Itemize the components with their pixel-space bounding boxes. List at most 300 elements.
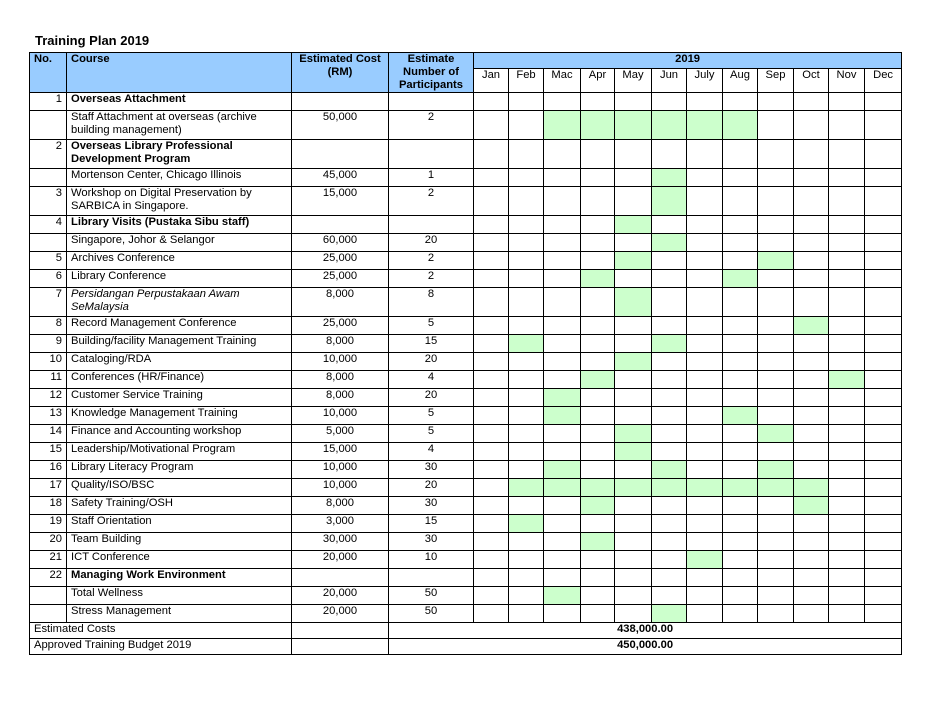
month-cell-jan — [474, 587, 509, 605]
month-cell-jun — [652, 317, 687, 335]
month-header-sep: Sep — [758, 69, 794, 93]
row-number: 16 — [30, 461, 67, 479]
course-name: Library Conference — [67, 270, 292, 288]
month-cell-july — [687, 216, 723, 234]
month-cell-mac — [544, 111, 581, 140]
month-cell-jun — [652, 111, 687, 140]
month-cell-apr — [581, 317, 615, 335]
month-cell-oct — [794, 216, 829, 234]
month-cell-dec — [865, 252, 902, 270]
estimated-cost: 8,000 — [292, 497, 389, 515]
participants-count: 4 — [389, 443, 474, 461]
month-cell-nov — [829, 216, 865, 234]
month-cell-jan — [474, 270, 509, 288]
month-cell-jun — [652, 569, 687, 587]
month-cell-sep — [758, 216, 794, 234]
month-cell-july — [687, 551, 723, 569]
month-cell-sep — [758, 335, 794, 353]
participants-count — [389, 569, 474, 587]
month-cell-jun — [652, 461, 687, 479]
month-cell-july — [687, 587, 723, 605]
month-cell-feb — [509, 371, 544, 389]
month-cell-july — [687, 515, 723, 533]
table-row — [30, 234, 902, 252]
participants-count: 50 — [389, 587, 474, 605]
month-cell-nov — [829, 569, 865, 587]
month-cell-aug — [723, 252, 758, 270]
month-cell-nov — [829, 605, 865, 623]
month-cell-oct — [794, 497, 829, 515]
month-cell-july — [687, 425, 723, 443]
estimated-cost: 8,000 — [292, 371, 389, 389]
month-cell-july — [687, 605, 723, 623]
participants-count: 5 — [389, 317, 474, 335]
month-cell-nov — [829, 288, 865, 317]
month-cell-oct — [794, 335, 829, 353]
month-cell-jan — [474, 252, 509, 270]
table-header — [30, 53, 902, 93]
month-cell-jan — [474, 187, 509, 216]
header-course: Course — [67, 53, 292, 93]
month-cell-jun — [652, 425, 687, 443]
table-row — [30, 497, 902, 515]
month-cell-aug — [723, 288, 758, 317]
table-body — [30, 93, 902, 623]
estimated-cost: 45,000 — [292, 169, 389, 187]
row-number — [30, 111, 67, 140]
row-number — [30, 587, 67, 605]
month-cell-july — [687, 288, 723, 317]
month-cell-nov — [829, 443, 865, 461]
month-cell-oct — [794, 407, 829, 425]
course-name: Conferences (HR/Finance) — [67, 371, 292, 389]
participants-count: 2 — [389, 270, 474, 288]
month-cell-jan — [474, 234, 509, 252]
month-cell-sep — [758, 461, 794, 479]
month-cell-jun — [652, 140, 687, 169]
month-cell-sep — [758, 187, 794, 216]
participants-count — [389, 93, 474, 111]
summary-label: Approved Training Budget 2019 — [30, 639, 292, 655]
row-number: 18 — [30, 497, 67, 515]
course-name: Safety Training/OSH — [67, 497, 292, 515]
month-cell-aug — [723, 353, 758, 371]
month-cell-mac — [544, 425, 581, 443]
month-cell-apr — [581, 216, 615, 234]
month-cell-mac — [544, 317, 581, 335]
month-cell-apr — [581, 288, 615, 317]
month-cell-mac — [544, 140, 581, 169]
month-cell-nov — [829, 551, 865, 569]
month-cell-jan — [474, 317, 509, 335]
month-cell-jun — [652, 335, 687, 353]
row-number: 5 — [30, 252, 67, 270]
estimated-cost: 15,000 — [292, 187, 389, 216]
table-row — [30, 353, 902, 371]
month-cell-apr — [581, 425, 615, 443]
training-plan-table — [29, 52, 902, 655]
month-cell-sep — [758, 169, 794, 187]
participants-count: 30 — [389, 497, 474, 515]
month-cell-dec — [865, 187, 902, 216]
month-cell-nov — [829, 111, 865, 140]
month-cell-july — [687, 270, 723, 288]
month-cell-feb — [509, 533, 544, 551]
month-cell-apr — [581, 252, 615, 270]
month-cell-oct — [794, 252, 829, 270]
row-number: 19 — [30, 515, 67, 533]
month-cell-feb — [509, 317, 544, 335]
month-cell-jun — [652, 479, 687, 497]
month-cell-july — [687, 407, 723, 425]
month-cell-jun — [652, 389, 687, 407]
month-cell-aug — [723, 605, 758, 623]
month-cell-may — [615, 353, 652, 371]
month-cell-sep — [758, 533, 794, 551]
month-cell-oct — [794, 515, 829, 533]
row-number: 13 — [30, 407, 67, 425]
month-cell-jun — [652, 169, 687, 187]
participants-count: 20 — [389, 234, 474, 252]
month-cell-feb — [509, 252, 544, 270]
table-row — [30, 111, 902, 140]
month-cell-dec — [865, 169, 902, 187]
participants-count: 5 — [389, 425, 474, 443]
participants-count: 4 — [389, 371, 474, 389]
month-cell-aug — [723, 270, 758, 288]
month-cell-jan — [474, 533, 509, 551]
course-name: Knowledge Management Training — [67, 407, 292, 425]
table-row — [30, 317, 902, 335]
course-name: Staff Attachment at overseas (archive building management) — [67, 111, 292, 140]
month-cell-sep — [758, 551, 794, 569]
month-cell-feb — [509, 234, 544, 252]
month-cell-feb — [509, 389, 544, 407]
month-cell-july — [687, 353, 723, 371]
month-cell-apr — [581, 461, 615, 479]
month-cell-jun — [652, 515, 687, 533]
month-cell-apr — [581, 533, 615, 551]
month-cell-july — [687, 443, 723, 461]
course-name: Cataloging/RDA — [67, 353, 292, 371]
month-cell-nov — [829, 169, 865, 187]
month-cell-aug — [723, 443, 758, 461]
month-cell-sep — [758, 111, 794, 140]
month-cell-jun — [652, 587, 687, 605]
month-cell-sep — [758, 353, 794, 371]
month-cell-oct — [794, 605, 829, 623]
month-cell-dec — [865, 479, 902, 497]
month-cell-apr — [581, 569, 615, 587]
course-name: Team Building — [67, 533, 292, 551]
month-cell-nov — [829, 187, 865, 216]
estimated-cost: 25,000 — [292, 317, 389, 335]
month-cell-sep — [758, 270, 794, 288]
month-cell-nov — [829, 515, 865, 533]
month-header-nov: Nov — [829, 69, 865, 93]
summary-label: Estimated Costs — [30, 623, 292, 639]
table-row — [30, 335, 902, 353]
estimated-cost: 8,000 — [292, 335, 389, 353]
course-name: Library Literacy Program — [67, 461, 292, 479]
month-cell-dec — [865, 605, 902, 623]
month-cell-dec — [865, 407, 902, 425]
month-cell-may — [615, 551, 652, 569]
month-cell-may — [615, 169, 652, 187]
estimated-cost: 20,000 — [292, 587, 389, 605]
month-cell-may — [615, 93, 652, 111]
summary-section — [30, 623, 902, 655]
month-cell-jan — [474, 93, 509, 111]
row-number: 7 — [30, 288, 67, 317]
month-cell-jan — [474, 569, 509, 587]
month-cell-aug — [723, 515, 758, 533]
month-cell-jan — [474, 605, 509, 623]
month-cell-sep — [758, 569, 794, 587]
header-year: 2019 — [474, 53, 902, 69]
month-cell-mac — [544, 587, 581, 605]
month-cell-aug — [723, 533, 758, 551]
month-cell-may — [615, 140, 652, 169]
month-cell-may — [615, 288, 652, 317]
month-cell-jan — [474, 389, 509, 407]
month-cell-mac — [544, 479, 581, 497]
month-header-jun: Jun — [652, 69, 687, 93]
month-cell-july — [687, 317, 723, 335]
month-cell-may — [615, 479, 652, 497]
course-name: Record Management Conference — [67, 317, 292, 335]
month-cell-aug — [723, 407, 758, 425]
month-cell-jan — [474, 443, 509, 461]
course-name: Building/facility Management Training — [67, 335, 292, 353]
month-cell-jun — [652, 288, 687, 317]
month-cell-dec — [865, 140, 902, 169]
month-cell-aug — [723, 425, 758, 443]
month-cell-mac — [544, 407, 581, 425]
month-cell-oct — [794, 234, 829, 252]
month-cell-sep — [758, 140, 794, 169]
course-name: Persidangan Perpustakaan Awam SeMalaysia — [67, 288, 292, 317]
month-cell-apr — [581, 497, 615, 515]
estimated-cost: 25,000 — [292, 252, 389, 270]
month-cell-jan — [474, 216, 509, 234]
month-cell-mac — [544, 353, 581, 371]
month-cell-may — [615, 111, 652, 140]
table-row — [30, 461, 902, 479]
month-cell-may — [615, 605, 652, 623]
month-cell-may — [615, 515, 652, 533]
month-cell-feb — [509, 479, 544, 497]
month-cell-july — [687, 93, 723, 111]
row-number: 10 — [30, 353, 67, 371]
month-cell-aug — [723, 371, 758, 389]
estimated-cost: 25,000 — [292, 270, 389, 288]
month-cell-feb — [509, 461, 544, 479]
month-cell-nov — [829, 533, 865, 551]
month-cell-dec — [865, 335, 902, 353]
row-number: 6 — [30, 270, 67, 288]
month-cell-oct — [794, 551, 829, 569]
month-cell-dec — [865, 587, 902, 605]
month-cell-oct — [794, 425, 829, 443]
month-cell-may — [615, 270, 652, 288]
month-cell-jun — [652, 353, 687, 371]
month-cell-oct — [794, 389, 829, 407]
month-cell-apr — [581, 371, 615, 389]
participants-count: 30 — [389, 461, 474, 479]
header-cost: Estimated Cost (RM) — [292, 53, 389, 93]
month-cell-aug — [723, 234, 758, 252]
course-name: Managing Work Environment — [67, 569, 292, 587]
month-cell-apr — [581, 234, 615, 252]
month-cell-jun — [652, 533, 687, 551]
course-name: ICT Conference — [67, 551, 292, 569]
month-cell-sep — [758, 515, 794, 533]
month-cell-sep — [758, 587, 794, 605]
month-cell-may — [615, 317, 652, 335]
row-number: 8 — [30, 317, 67, 335]
month-cell-apr — [581, 111, 615, 140]
month-cell-mac — [544, 497, 581, 515]
estimated-cost: 3,000 — [292, 515, 389, 533]
month-cell-dec — [865, 389, 902, 407]
month-cell-july — [687, 389, 723, 407]
summary-row — [30, 623, 902, 639]
month-cell-feb — [509, 587, 544, 605]
row-number — [30, 605, 67, 623]
participants-count — [389, 216, 474, 234]
month-cell-sep — [758, 497, 794, 515]
course-name: Stress Management — [67, 605, 292, 623]
row-number: 1 — [30, 93, 67, 111]
month-cell-oct — [794, 353, 829, 371]
month-cell-may — [615, 497, 652, 515]
month-cell-jan — [474, 497, 509, 515]
table-row — [30, 425, 902, 443]
month-cell-jun — [652, 407, 687, 425]
month-cell-jan — [474, 288, 509, 317]
month-cell-sep — [758, 479, 794, 497]
row-number: 14 — [30, 425, 67, 443]
month-cell-mac — [544, 515, 581, 533]
month-cell-dec — [865, 93, 902, 111]
month-cell-feb — [509, 569, 544, 587]
month-cell-jan — [474, 140, 509, 169]
course-name: Staff Orientation — [67, 515, 292, 533]
month-cell-feb — [509, 407, 544, 425]
participants-count: 5 — [389, 407, 474, 425]
month-cell-may — [615, 461, 652, 479]
month-cell-sep — [758, 443, 794, 461]
month-cell-jun — [652, 93, 687, 111]
month-header-mac: Mac — [544, 69, 581, 93]
estimated-cost — [292, 216, 389, 234]
month-cell-aug — [723, 187, 758, 216]
month-cell-dec — [865, 551, 902, 569]
month-header-feb: Feb — [509, 69, 544, 93]
month-header-jan: Jan — [474, 69, 509, 93]
month-cell-nov — [829, 317, 865, 335]
course-name: Leadership/Motivational Program — [67, 443, 292, 461]
month-cell-jan — [474, 111, 509, 140]
table-row — [30, 533, 902, 551]
course-name: Overseas Attachment — [67, 93, 292, 111]
course-name: Library Visits (Pustaka Sibu staff) — [67, 216, 292, 234]
month-cell-nov — [829, 407, 865, 425]
participants-count: 2 — [389, 252, 474, 270]
month-cell-may — [615, 443, 652, 461]
month-cell-nov — [829, 270, 865, 288]
month-cell-oct — [794, 371, 829, 389]
month-cell-may — [615, 335, 652, 353]
month-cell-apr — [581, 407, 615, 425]
estimated-cost: 8,000 — [292, 288, 389, 317]
table-row — [30, 551, 902, 569]
month-cell-mac — [544, 93, 581, 111]
row-number: 2 — [30, 140, 67, 169]
table-row — [30, 270, 902, 288]
month-cell-aug — [723, 389, 758, 407]
participants-count: 10 — [389, 551, 474, 569]
row-number: 4 — [30, 216, 67, 234]
month-cell-may — [615, 533, 652, 551]
month-cell-jan — [474, 515, 509, 533]
row-number: 12 — [30, 389, 67, 407]
month-cell-july — [687, 187, 723, 216]
summary-empty-cell — [292, 623, 389, 639]
participants-count: 1 — [389, 169, 474, 187]
month-cell-jun — [652, 497, 687, 515]
month-cell-apr — [581, 443, 615, 461]
estimated-cost: 10,000 — [292, 407, 389, 425]
estimated-cost: 20,000 — [292, 605, 389, 623]
row-number: 15 — [30, 443, 67, 461]
month-cell-may — [615, 389, 652, 407]
participants-count: 20 — [389, 353, 474, 371]
month-cell-apr — [581, 169, 615, 187]
month-cell-aug — [723, 587, 758, 605]
table-row — [30, 169, 902, 187]
month-cell-jan — [474, 479, 509, 497]
month-cell-nov — [829, 371, 865, 389]
month-cell-apr — [581, 605, 615, 623]
month-cell-feb — [509, 551, 544, 569]
table-row — [30, 515, 902, 533]
course-name: Overseas Library Professional Development Program — [67, 140, 292, 169]
month-cell-dec — [865, 270, 902, 288]
participants-count: 8 — [389, 288, 474, 317]
month-cell-feb — [509, 140, 544, 169]
month-cell-feb — [509, 335, 544, 353]
month-header-may: May — [615, 69, 652, 93]
month-cell-july — [687, 169, 723, 187]
month-cell-oct — [794, 169, 829, 187]
month-cell-sep — [758, 252, 794, 270]
participants-count — [389, 140, 474, 169]
month-cell-mac — [544, 461, 581, 479]
header-no: No. — [30, 53, 67, 93]
summary-row — [30, 639, 902, 655]
month-cell-july — [687, 569, 723, 587]
month-cell-jun — [652, 187, 687, 216]
row-number: 9 — [30, 335, 67, 353]
course-name: Archives Conference — [67, 252, 292, 270]
month-cell-apr — [581, 587, 615, 605]
month-cell-dec — [865, 234, 902, 252]
month-cell-sep — [758, 605, 794, 623]
month-cell-aug — [723, 317, 758, 335]
course-name: Mortenson Center, Chicago Illinois — [67, 169, 292, 187]
